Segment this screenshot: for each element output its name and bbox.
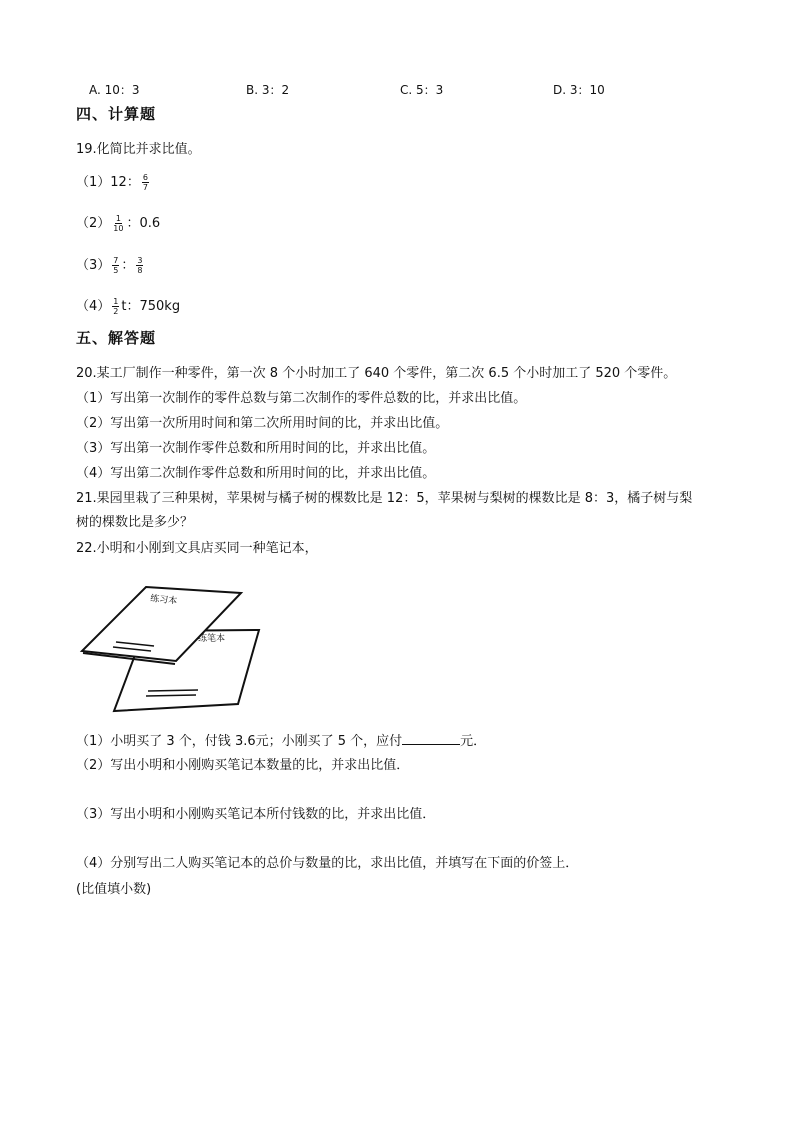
svg-text:练笔本: 练笔本 xyxy=(198,634,226,644)
question-22-item-2: （2）写出小明和小刚购买笔记本数量的比，并求出比值． xyxy=(76,758,410,773)
choice-d: D. 3：10 xyxy=(553,83,605,97)
question-22-stem: 22.小明和小刚到文具店买同一种笔记本， xyxy=(76,541,318,556)
question-22-note: (比值填小数) xyxy=(76,882,152,897)
choice-c: C. 5：3 xyxy=(400,83,444,97)
question-22-item-1: （1）小明买了 3 个，付钱 3.6元；小刚买了 5 个，应付 元． xyxy=(76,734,487,749)
question-22-item-4: （4）分别写出二人购买笔记本的总价与数量的比，求出比值，并填写在下面的价签上． xyxy=(76,856,579,871)
question-20-item-1: （1）写出第一次制作的零件总数与第二次制作的零件总数的比，并求出比值。 xyxy=(76,391,527,406)
choice-a: A. 10：3 xyxy=(89,83,140,97)
choice-b: B. 3：2 xyxy=(246,83,290,97)
question-19-stem: 19.化简比并求比值。 xyxy=(76,142,201,157)
question-19-item-1: （1）12： $\frac{6}{7}$ xyxy=(76,173,148,192)
fraction: $\frac{3}{8}$ xyxy=(137,256,143,275)
question-20-item-2: （2）写出第一次所用时间和第二次所用时间的比，并求出比值。 xyxy=(76,416,449,431)
fraction: $\frac{6}{7}$ xyxy=(142,173,148,192)
answer-blank[interactable] xyxy=(402,733,460,745)
fraction: $\frac{7}{5}$ xyxy=(113,256,119,275)
notebooks-illustration xyxy=(78,583,263,715)
question-20-item-3: （3）写出第一次制作零件总数和所用时间的比，并求出比值。 xyxy=(76,441,436,456)
question-20-item-4: （4）写出第二次制作零件总数和所用时间的比，并求出比值。 xyxy=(76,466,436,481)
question-22-item-3: （3）写出小明和小刚购买笔记本所付钱数的比，并求出比值． xyxy=(76,807,436,822)
question-19-item-2: （2） $\frac{1}{10}$ ：0.6 xyxy=(76,214,161,233)
section-title-calculation: 四、计算题 xyxy=(76,105,157,123)
fraction: $\frac{1}{2}$ xyxy=(113,297,119,316)
fraction: $\frac{1}{10}$ xyxy=(113,214,124,233)
section-title-solutions: 五、解答题 xyxy=(76,329,157,347)
question-19-item-4: （4） $\frac{1}{2}$ t：750kg xyxy=(76,297,181,316)
question-20-stem: 20.某工厂制作一种零件，第一次 8 个小时加工了 640 个零件，第二次 6.5 个小时加工了 520 个零件。 xyxy=(76,366,677,381)
svg-text:练习本: 练习本 xyxy=(149,594,178,607)
question-19-item-3: （3） $\frac{7}{5}$ ： $\frac{3}{8}$ xyxy=(76,256,143,275)
question-21-line-1: 21.果园里栽了三种果树，苹果树与橘子树的棵数比是 12：5，苹果树与梨树的棵数比是 8：3，橘子树与梨 xyxy=(76,491,693,506)
question-21-line-2: 树的棵数比是多少？ xyxy=(76,515,194,530)
